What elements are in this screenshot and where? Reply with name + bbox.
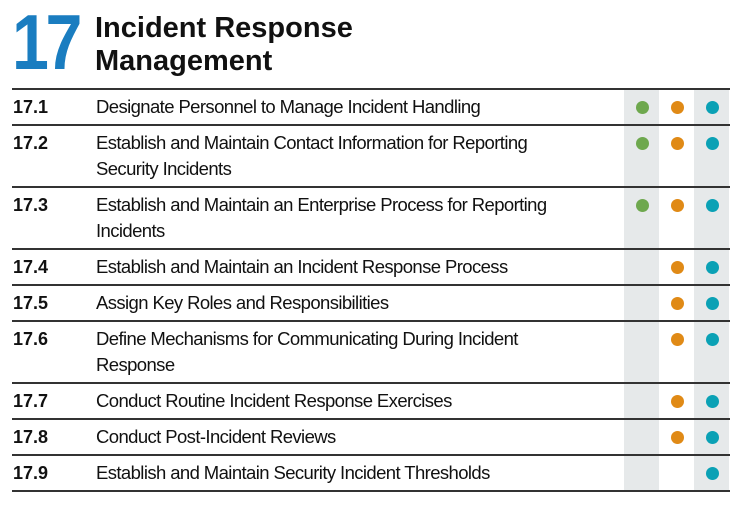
ig2-dot-icon <box>671 199 684 212</box>
title-line-2: Management <box>95 45 273 77</box>
ig3-cell <box>695 249 730 285</box>
ig3-dot-icon <box>706 137 719 150</box>
table-row <box>12 455 730 491</box>
table-row <box>12 321 730 383</box>
ig1-cell <box>625 321 660 383</box>
ig1-cell <box>625 187 660 249</box>
ig1-dot-icon <box>636 137 649 150</box>
safeguard-title <box>96 89 625 125</box>
safeguard-title <box>96 285 625 321</box>
ig2-cell <box>660 89 695 125</box>
ig1-cell <box>625 419 660 455</box>
safeguard-text: Establish and Maintain an Enterprise Process for Reporting Incidents <box>96 194 547 241</box>
safeguard-title <box>96 187 625 249</box>
ig3-cell <box>695 187 730 249</box>
ig1-dot-icon <box>636 101 649 114</box>
table-row <box>12 383 730 419</box>
safeguard-id: 17.6 <box>13 329 49 349</box>
safeguard-text: Designate Personnel to Manage Incident Handling <box>96 96 481 117</box>
ig1-cell <box>625 455 660 491</box>
table-row <box>12 187 730 249</box>
safeguard-text: Define Mechanisms for Communicating During Incident Response <box>96 328 518 375</box>
safeguard-title <box>96 321 625 383</box>
ig3-cell <box>695 125 730 187</box>
ig3-cell <box>695 383 730 419</box>
ig2-dot-icon <box>671 431 684 444</box>
safeguard-text: Conduct Routine Incident Response Exercises <box>96 390 452 411</box>
ig3-cell <box>695 419 730 455</box>
ig3-cell <box>695 285 730 321</box>
ig3-cell <box>695 89 730 125</box>
table-row <box>12 419 730 455</box>
safeguard-text: Conduct Post-Incident Reviews <box>96 426 336 447</box>
ig2-cell <box>660 419 695 455</box>
safeguard-id: 17.2 <box>13 133 49 153</box>
ig2-cell <box>660 125 695 187</box>
ig1-cell <box>625 383 660 419</box>
safeguard-title <box>96 249 625 285</box>
table-row <box>12 249 730 285</box>
ig2-cell <box>660 455 695 491</box>
ig2-dot-icon <box>671 261 684 274</box>
safeguard-text: Establish and Maintain Contact Information for Reporting Security Incidents <box>96 132 528 179</box>
ig3-dot-icon <box>706 333 719 346</box>
safeguard-id: 17.4 <box>13 257 49 277</box>
ig3-cell <box>695 455 730 491</box>
ig3-cell <box>695 321 730 383</box>
title-line-1: Incident Response <box>95 12 353 44</box>
ig2-dot-icon <box>671 297 684 310</box>
safeguard-id: 17.8 <box>13 427 49 447</box>
safeguard-id: 17.7 <box>13 391 49 411</box>
ig1-cell <box>625 89 660 125</box>
table-row <box>12 285 730 321</box>
ig2-dot-icon <box>671 101 684 114</box>
safeguards-table <box>12 88 730 492</box>
ig3-dot-icon <box>706 297 719 310</box>
ig3-dot-icon <box>706 101 719 114</box>
ig2-cell <box>660 383 695 419</box>
safeguard-id: 17.3 <box>13 195 49 215</box>
table-row <box>12 89 730 125</box>
ig2-dot-icon <box>671 137 684 150</box>
safeguard-title <box>96 125 625 187</box>
ig1-cell <box>625 285 660 321</box>
safeguard-text: Assign Key Roles and Responsibilities <box>96 292 389 313</box>
ig1-dot-icon <box>636 199 649 212</box>
ig2-cell <box>660 187 695 249</box>
section-number: 17 <box>12 0 79 86</box>
ig3-dot-icon <box>706 199 719 212</box>
safeguard-id: 17.1 <box>13 97 49 117</box>
ig2-cell <box>660 285 695 321</box>
ig3-dot-icon <box>706 467 719 480</box>
table-row <box>12 125 730 187</box>
ig2-dot-icon <box>671 333 684 346</box>
ig3-dot-icon <box>706 261 719 274</box>
ig3-dot-icon <box>706 431 719 444</box>
safeguard-title <box>96 383 625 419</box>
safeguard-id: 17.5 <box>13 293 49 313</box>
ig1-cell <box>625 249 660 285</box>
safeguard-title <box>96 455 625 491</box>
safeguard-title <box>96 419 625 455</box>
ig2-dot-icon <box>671 395 684 408</box>
section-title <box>95 12 353 78</box>
safeguard-text: Establish and Maintain Security Incident Thresholds <box>96 462 490 483</box>
safeguard-text: Establish and Maintain an Incident Response Process <box>96 256 508 277</box>
ig1-cell <box>625 125 660 187</box>
ig2-cell <box>660 249 695 285</box>
ig2-cell <box>660 321 695 383</box>
ig3-dot-icon <box>706 395 719 408</box>
safeguard-id: 17.9 <box>13 463 49 483</box>
